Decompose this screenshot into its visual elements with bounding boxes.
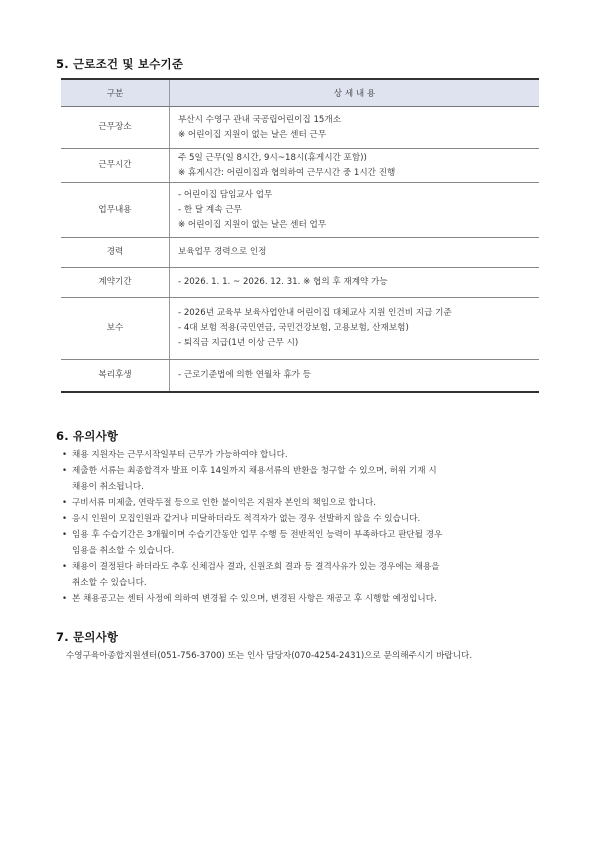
row-details (170, 107, 540, 149)
section-6-title: 6. 유의사항 (56, 429, 119, 443)
note-line: 임용을 취소할 수 있습니다. (72, 546, 175, 556)
table-row (61, 107, 539, 149)
header-details: 상 세 내 용 (170, 79, 540, 107)
list-item (60, 463, 550, 495)
bullet-icon: • (62, 530, 68, 540)
row-label: 경력 (61, 238, 170, 268)
row-details (170, 149, 540, 183)
list-item (60, 495, 550, 511)
row-label: 보수 (61, 298, 170, 360)
note-line: 응시 인원이 모집인원과 같거나 미달하더라도 적격자가 없는 경우 선발하지 않을 수 있습니다. (72, 514, 421, 524)
detail-line: 보육업무 경력으로 인정 (178, 247, 267, 257)
note-line: 구비서류 미제출, 연락두절 등으로 인한 불이익은 지원자 본인의 책임으로 합니다. (72, 498, 377, 508)
bullet-icon: • (62, 594, 68, 604)
row-details (170, 298, 540, 360)
note-line: 채용 지원자는 근무시작일부터 근무가 가능하여야 합니다. (72, 450, 288, 460)
contact-text: 수영구육아종합지원센터(051-756-3700) 또는 인사 담당자(070-4254-2431)으로 문의해주시기 바랍니다. (66, 651, 473, 661)
detail-line: 부산시 수영구 관내 국공립어린이집 15개소 (178, 114, 341, 125)
list-item (60, 591, 550, 607)
note-line: 채용이 결정된다 하더라도 추후 신체검사 결과, 신원조회 결과 등 결격사유가 있는 경우에는 채용을 (72, 562, 440, 572)
table-row (61, 183, 539, 238)
detail-line: 주 5일 근무(일 8시간, 9시~18시(휴게시간 포함)) (178, 152, 367, 163)
row-details (170, 238, 540, 268)
note-line: 채용이 취소됩니다. (72, 482, 144, 492)
table-row (61, 238, 539, 268)
row-label: 복리후생 (61, 360, 170, 392)
detail-line: ※ 휴게시간: 어린이집과 협의하여 근무시간 중 1시간 진행 (178, 167, 396, 178)
row-details (170, 360, 540, 392)
detail-line: - 근로기준법에 의한 연월차 휴가 등 (178, 369, 311, 380)
notes-list (60, 447, 550, 607)
table-row (61, 298, 539, 360)
list-item (60, 527, 550, 559)
detail-line: - 퇴직금 지급(1년 이상 근무 시) (178, 338, 299, 348)
list-item (60, 511, 550, 527)
header-category: 구분 (61, 79, 170, 107)
row-details (170, 268, 540, 298)
bullet-icon: • (62, 450, 68, 460)
section-5-title: 5. 근로조건 및 보수기준 (56, 57, 184, 71)
table-header-row (61, 79, 539, 107)
detail-line: ※ 어린이집 지원이 없는 날은 센터 근무 (178, 129, 327, 140)
row-label: 근무시간 (61, 149, 170, 183)
row-details (170, 183, 540, 238)
row-label: 계약기간 (61, 268, 170, 298)
note-line: 본 채용공고는 센터 사정에 의하여 변경될 수 있으며, 변경된 사항은 재공고 후 시행할 예정입니다. (72, 594, 437, 604)
bullet-icon: • (62, 466, 68, 476)
detail-line: - 한 달 계속 근무 (178, 204, 242, 215)
table-row (61, 360, 539, 392)
note-line: 제출한 서류는 최종합격자 발표 이후 14일까지 채용서류의 반환을 청구할 수 있으며, 허위 기재 시 (72, 466, 437, 476)
table-row (61, 149, 539, 183)
detail-line: - 4대 보험 적용(국민연금, 국민건강보험, 고용보험, 산재보험) (178, 323, 409, 333)
bullet-icon: • (62, 562, 68, 572)
detail-line: - 2026. 1. 1. ~ 2026. 12. 31. ※ 협의 후 재계약 가능 (178, 277, 388, 287)
detail-line: - 어린이집 담임교사 업무 (178, 189, 273, 200)
bullet-icon: • (62, 498, 68, 508)
row-label: 업무내용 (61, 183, 170, 238)
row-label: 근무장소 (61, 107, 170, 149)
detail-line: - 2026년 교육부 보육사업안내 어린이집 대체교사 지원 인건비 지급 기준 (178, 308, 452, 318)
working-conditions-table (61, 78, 539, 393)
list-item (60, 447, 550, 463)
note-line: 임용 후 수습기간은 3개월이며 수습기간동안 업무 수행 등 전반적인 능력이 부족하다고 판단될 경우 (72, 530, 443, 540)
note-line: 취소할 수 있습니다. (72, 578, 147, 588)
list-item (60, 559, 550, 591)
bullet-icon: • (62, 514, 68, 524)
table-row (61, 268, 539, 298)
table-body (61, 107, 539, 392)
detail-line: ※ 어린이집 지원이 없는 날은 센터 업무 (178, 219, 327, 230)
section-7-title: 7. 문의사항 (56, 630, 119, 644)
